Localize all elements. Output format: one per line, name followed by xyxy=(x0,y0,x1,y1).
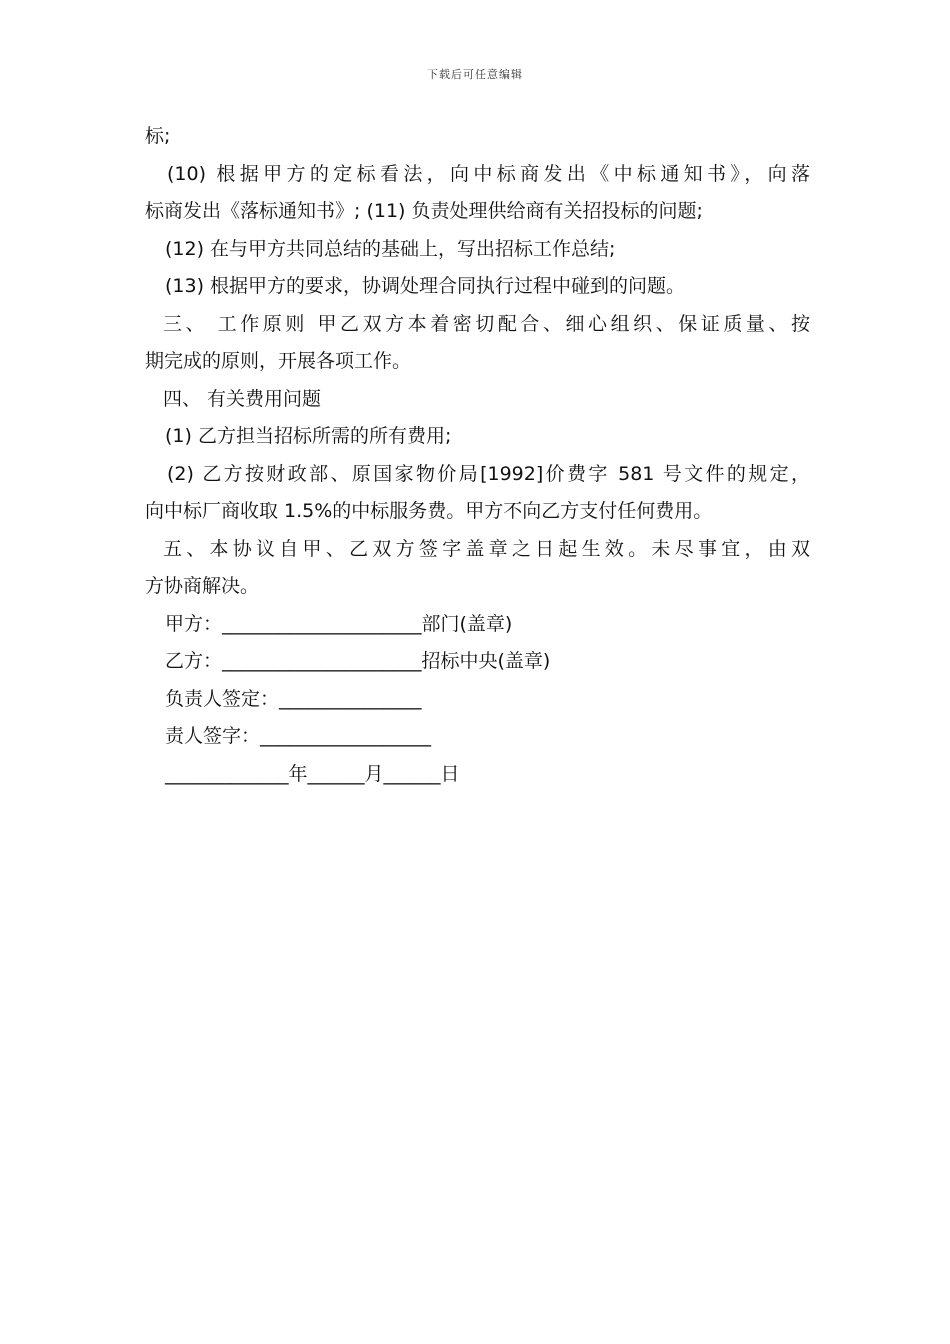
item-12: (12) 在与甲方共同总结的基础上，写出招标工作总结; xyxy=(165,237,616,260)
party-a-signature-line: 甲方：_____________________部门(盖章) xyxy=(165,612,513,635)
fee-item-1: (1) 乙方担当招标所需的所有费用; xyxy=(165,425,452,447)
responsible-person-signature-line: 负责人签定：_______________ xyxy=(165,687,422,710)
section-3-line-2: 期完成的原则，开展各项工作。 xyxy=(145,350,412,372)
fee-item-2-line-2: 向中标厂商收取 1.5%的中标服务费。甲方不向乙方支付任何费用。 xyxy=(145,500,713,522)
person-in-charge-signature-line: 责人签字：__________________ xyxy=(165,725,432,747)
page-header: 下载后可任意编辑 xyxy=(427,68,523,81)
date-line: _____________年______月______日 xyxy=(165,762,460,785)
item-10-line-2: 标商发出《落标通知书》; (11) 负责处理供给商有关招投标的问题; xyxy=(145,200,703,222)
section-5-line-1: 五、本协议自甲、乙双方签字盖章之日起生效。未尽事宜，由双 xyxy=(163,537,810,560)
item-13: (13) 根据甲方的要求，协调处理合同执行过程中碰到的问题。 xyxy=(165,275,686,297)
section-3-line-1: 三、 工作原则 甲乙双方本着密切配合、细心组织、保证质量、按 xyxy=(163,312,810,335)
section-5-line-2: 方协商解决。 xyxy=(145,575,260,597)
section-4-heading: 四、 有关费用问题 xyxy=(163,387,322,410)
party-b-signature-line: 乙方：_____________________招标中央(盖章) xyxy=(165,650,551,672)
fee-item-2-line-1: (2) 乙方按财政部、原国家物价局[1992]价费字 581 号文件的规定， xyxy=(167,462,810,485)
document-body xyxy=(145,118,810,793)
item-10-line-1: (10) 根据甲方的定标看法，向中标商发出《中标通知书》，向落 xyxy=(167,162,810,185)
text-line-continuation: 标; xyxy=(145,125,171,147)
